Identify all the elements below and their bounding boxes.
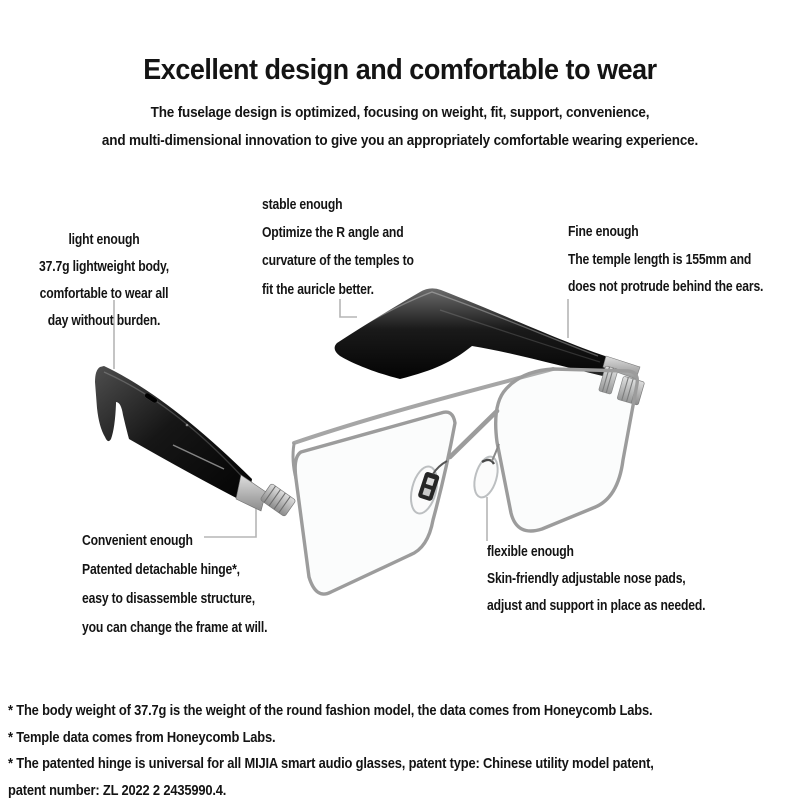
callout-line: The temple length is 155mm and xyxy=(568,251,752,268)
callout-flexible-enough xyxy=(487,539,705,620)
subtitle-line: and multi-dimensional innovation to give you an appropriately comfortable wearing experience. xyxy=(101,132,699,149)
callout-stable-enough xyxy=(262,191,414,304)
callout-line: you can change the frame at will. xyxy=(82,620,268,636)
callout-line: adjust and support in place as needed. xyxy=(487,598,706,614)
footnote-line: * Temple data comes from Honeycomb Labs. xyxy=(8,728,276,746)
footnote-line: patent number: ZL 2022 2 2435990.4. xyxy=(8,782,227,800)
subtitle-line: The fuselage design is optimized, focusing on weight, fit, support, convenience, xyxy=(150,104,650,121)
callout-line: curvature of the temples to xyxy=(262,253,414,270)
callout-line: Skin-friendly adjustable nose pads, xyxy=(487,571,686,587)
callout-line: easy to disassemble structure, xyxy=(82,591,256,607)
callout-line: day without burden. xyxy=(47,313,161,329)
callout-line: Patented detachable hinge*, xyxy=(82,562,240,578)
callout-line: Optimize the R angle and xyxy=(262,225,404,242)
footnote-line: * The body weight of 37.7g is the weight of the round fashion model, the data comes from Honeycomb Labs. xyxy=(8,702,653,719)
callout-heading: light enough xyxy=(68,232,140,248)
callout-line: 37.7g lightweight body, xyxy=(39,259,169,275)
callout-fine-enough xyxy=(568,219,763,302)
callout-heading: stable enough xyxy=(262,197,343,213)
callout-light-enough xyxy=(32,227,176,335)
hinge-barrel xyxy=(260,483,296,517)
callout-line: comfortable to wear all xyxy=(39,286,169,302)
callout-line: does not protrude behind the ears. xyxy=(568,279,764,296)
mic-dot xyxy=(186,424,189,427)
callout-heading: flexible enough xyxy=(487,544,574,560)
callout-heading: Convenient enough xyxy=(82,533,193,549)
bridge-bar xyxy=(450,411,497,457)
page-subtitle xyxy=(40,99,760,155)
callout-line: fit the auricle better. xyxy=(262,281,374,298)
left-temple-arm xyxy=(95,366,296,517)
footnote-line: * The patented hinge is universal for all MIJIA smart audio glasses, patent type: Chinese utility model patent, xyxy=(8,755,654,773)
callout-convenient-enough xyxy=(82,527,267,643)
right-lens xyxy=(496,369,638,531)
callout-heading: Fine enough xyxy=(568,224,639,240)
page-title: Excellent design and comfortable to wear xyxy=(143,54,657,86)
footnotes xyxy=(8,698,654,800)
